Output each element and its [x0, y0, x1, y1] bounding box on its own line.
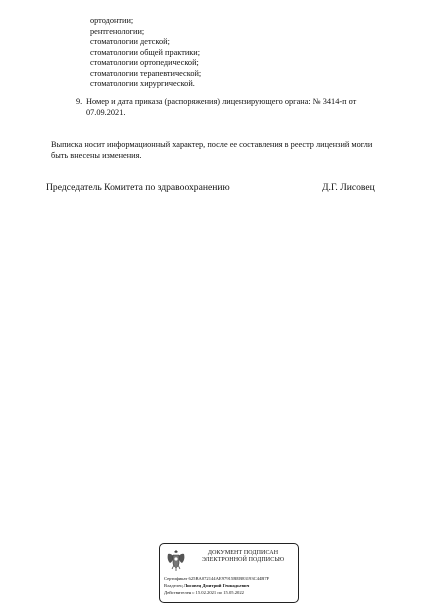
list-item: рентгенологии; [90, 26, 145, 36]
validity-line: Действителен с 15.02.2021 по 15.05.2022 [164, 590, 244, 595]
list-item: стоматологии ортопедической; [90, 58, 199, 67]
stamp-heading: ДОКУМЕНТ ПОДПИСАН ЭЛЕКТРОННОЙ ПОДПИСЬЮ [201, 550, 285, 564]
stamp-details [164, 575, 298, 596]
signatory-name: Д.Г. Лисовец [322, 182, 375, 193]
signatory-position: Председатель Комитета по здравоохранению [46, 182, 230, 193]
coat-of-arms-icon [165, 548, 187, 572]
list-item: ортодонтии; [90, 16, 134, 25]
notice-text: Выписка носит информационный характер, после ее составления в реестр лицензий могли быть внесены изменения. [51, 140, 373, 160]
electronic-signature-stamp [159, 543, 299, 603]
order-number-item [76, 97, 376, 118]
item-text: Номер и дата приказа (распоряжения) лицензирующего органа: № 3414-п от 07.09.2021. [86, 97, 357, 117]
list-item: стоматологии терапевтической; [90, 68, 202, 78]
owner-line: Владелец Лисовец Дмитрий Геннадьевич [164, 583, 250, 588]
certificate-line: Сертификат 625BA072144AE97915BEB83193C44B7F [164, 576, 270, 581]
specialty-list [90, 16, 201, 90]
item-number: 9. [76, 97, 83, 106]
list-item: стоматологии хирургической. [90, 79, 195, 88]
list-item: стоматологии детской; [90, 37, 170, 46]
list-item: стоматологии общей практики; [90, 47, 201, 57]
